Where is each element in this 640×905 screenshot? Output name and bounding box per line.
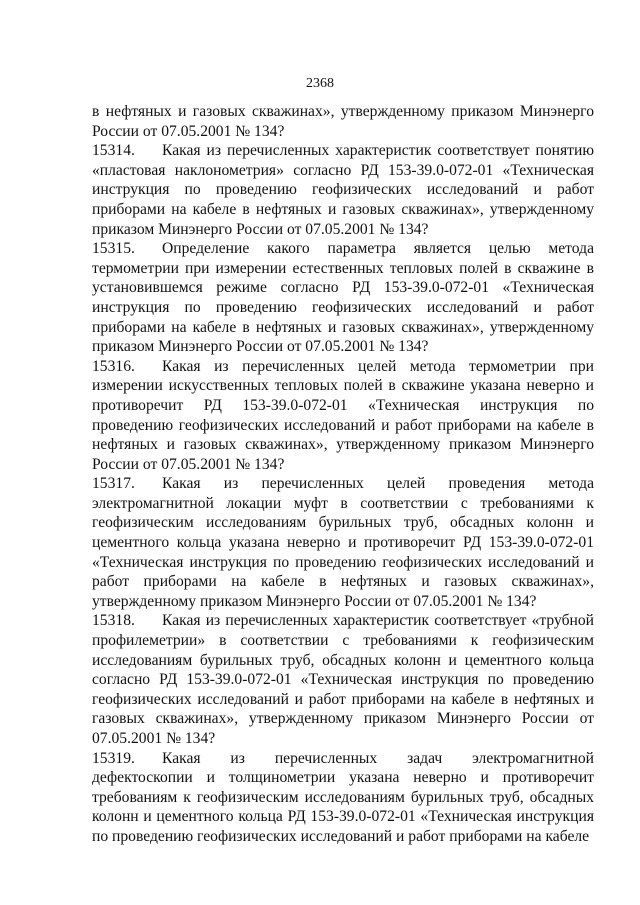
question-number: 15318. (92, 612, 135, 630)
question-15314 (92, 141, 594, 239)
question-15318 (92, 611, 594, 748)
page-number: 2368 (306, 76, 334, 91)
question-number: 15317. (92, 475, 135, 493)
document-body (92, 102, 594, 847)
question-15319 (92, 749, 594, 847)
question-number: 15319. (92, 749, 135, 767)
question-text: Определение какого параметра является целью метода термометрии при измерении естественных тепловых полей в скважине в установившемся режиме согласно РД 153-39.0-072-01 «Техническая инструкция по проведению геофизических исследований и работ приборами на кабеле в нефтяных и газовых скважинах», утвержденному приказом Минэнерго России от 07.05.2001 № 134? (92, 240, 594, 356)
question-15317 (92, 474, 594, 611)
question-text: Какая из перечисленных характеристик соответствует «трубной профилеметрии» в соответствии с требованиями к геофизическим исследованиям бурильных труб, обсадных колонн и цементного кольца согласно РД 153-39.0-072-01 «Техническая инструкция по проведению геофизических исследований и работ приборами на кабеле в нефтяных и газовых скважинах», утвержденному приказом Минэнерго России от 07.05.2001 № 134? (92, 612, 594, 747)
continuation-paragraph: в нефтяных и газовых скважинах», утвержденному приказом Минэнерго России от 07.05.2001 № 134? (92, 103, 594, 140)
question-text: Какая из перечисленных характеристик соответствует понятию «пластовая наклонометрия» согласно РД 153-39.0-072-01 «Техническая инструкция по проведению геофизических исследований и работ приборами на кабеле в нефтяных и газовых скважинах», утвержденному приказом Минэнерго России от 07.05.2001 № 134? (92, 142, 594, 238)
question-number: 15314. (92, 142, 135, 160)
question-15316 (92, 357, 594, 475)
question-number: 15315. (92, 240, 135, 258)
question-text: Какая из перечисленных целей метода термометрии при измерении искусственных тепловых полей в скважине указана неверно и противоречит РД 153-39.0-072-01 «Техническая инструкция по проведению геофизических исследований и работ приборами на кабеле в нефтяных и газовых скважинах», утвержденному приказом Минэнерго России от 07.05.2001 № 134? (92, 357, 594, 473)
question-text: Какая из перечисленных целей проведения метода электромагнитной локации муфт в соответствии с требованиями к геофизическим исследованиям бурильных труб, обсадных колонн и цементного кольца указана неверно и противоречит РД 153-39.0-072-01 «Техническая инструкция по проведению геофизических исследований и работ приборами на кабеле в нефтяных и газовых скважинах», утвержденному приказом Минэнерго России от 07.05.2001 № 134? (92, 475, 594, 610)
question-text: Какая из перечисленных задач электромагнитной дефектоскопии и толщинометрии указана неверно и противоречит требованиям к геофизическим исследованиям бурильных труб, обсадных колонн и цементного кольца РД 153-39.0-072-01 «Техническая инструкция по проведению геофизических исследований и работ приборами на кабеле (92, 749, 594, 845)
question-15315 (92, 239, 594, 357)
question-number: 15316. (92, 357, 135, 375)
